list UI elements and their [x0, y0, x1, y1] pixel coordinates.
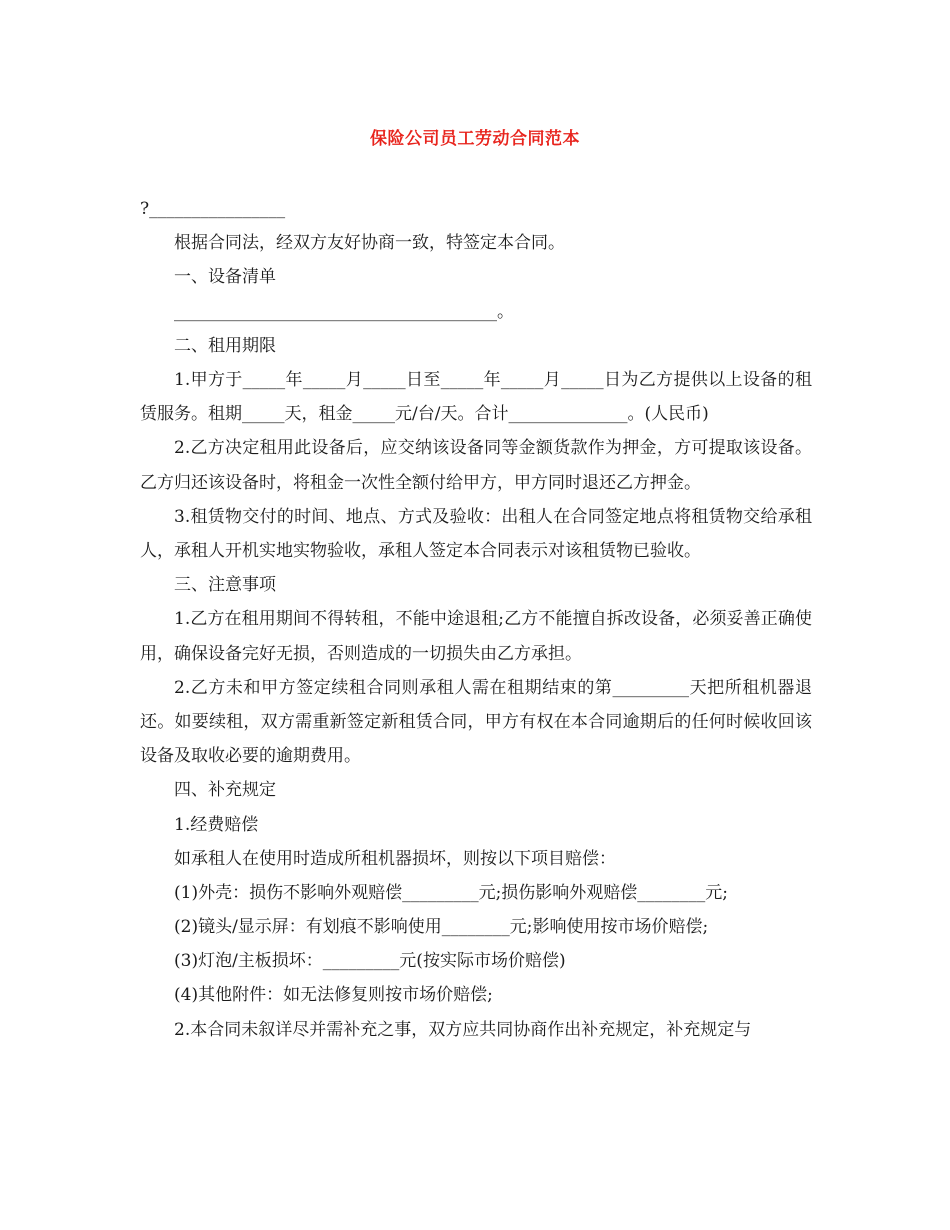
section-heading-term: 二、租用期限 — [174, 335, 276, 356]
note-clause-1: 1.乙方在租用期间不得转租，不能中途退租;乙方不能擅自拆改设备，必须妥善正确使用，确保设备完好无损，否则造成的一切损失由乙方承担。 — [140, 609, 812, 664]
blank-line: ?________________ — [140, 199, 286, 219]
section-heading-equipment: 一、设备清单 — [174, 267, 276, 288]
supplement-line: (3)灯泡/主板损坏：_________元(按实际市场价赔偿) — [174, 951, 566, 972]
section-heading-notes: 三、注意事项 — [174, 575, 276, 596]
equipment-blank-line: ______________________________________。 — [174, 301, 514, 322]
term-clause-3: 3.租赁物交付的时间、地点、方式及验收：出租人在合同签定地点将租赁物交给承租人，承租人开机实地实物验收，承租人签定本合同表示对该租赁物已验收。 — [140, 506, 812, 561]
supplement-line: 如承租人在使用时造成所租机器损坏，则按以下项目赔偿： — [174, 848, 616, 869]
section-heading-supplement: 四、补充规定 — [174, 780, 276, 801]
supplement-line: (2)镜头/显示屏：有划痕不影响使用________元;影响使用按市场价赔偿; — [174, 917, 709, 938]
supplement-line: (1)外壳：损伤不影响外观赔偿_________元;损伤影响外观赔偿________元; — [174, 882, 729, 903]
document-title: 保险公司员工劳动合同范本 — [370, 129, 580, 149]
document-body — [140, 192, 812, 1047]
supplement-line: 2.本合同未叙详尽并需补充之事，双方应共同协商作出补充规定，补充规定与 — [174, 1019, 752, 1040]
term-clause-2: 2.乙方决定租用此设备后，应交纳该设备同等金额货款作为押金，方可提取该设备。乙方归还该设备时，将租金一次性全额付给甲方，甲方同时退还乙方押金。 — [140, 438, 812, 493]
supplement-line: 1.经费赔偿 — [174, 814, 259, 835]
supplement-line: (4)其他附件：如无法修复则按市场价赔偿; — [174, 985, 493, 1006]
intro-line: 根据合同法，经双方友好协商一致，特签定本合同。 — [174, 233, 565, 254]
term-clause-1: 1.甲方于_____年_____月_____日至_____年_____月_____日为乙方提供以上设备的租赁服务。租期_____天，租金_____元/台/天。合计______________。(人民币) — [140, 369, 812, 425]
note-clause-2: 2.乙方未和甲方签定续租合同则承租人需在租期结束的第_________天把所租机器退还。如要续租，双方需重新签定新租赁合同，甲方有权在本合同逾期后的任何时候收回该设备及取收必要的逾期费用。 — [140, 677, 812, 767]
